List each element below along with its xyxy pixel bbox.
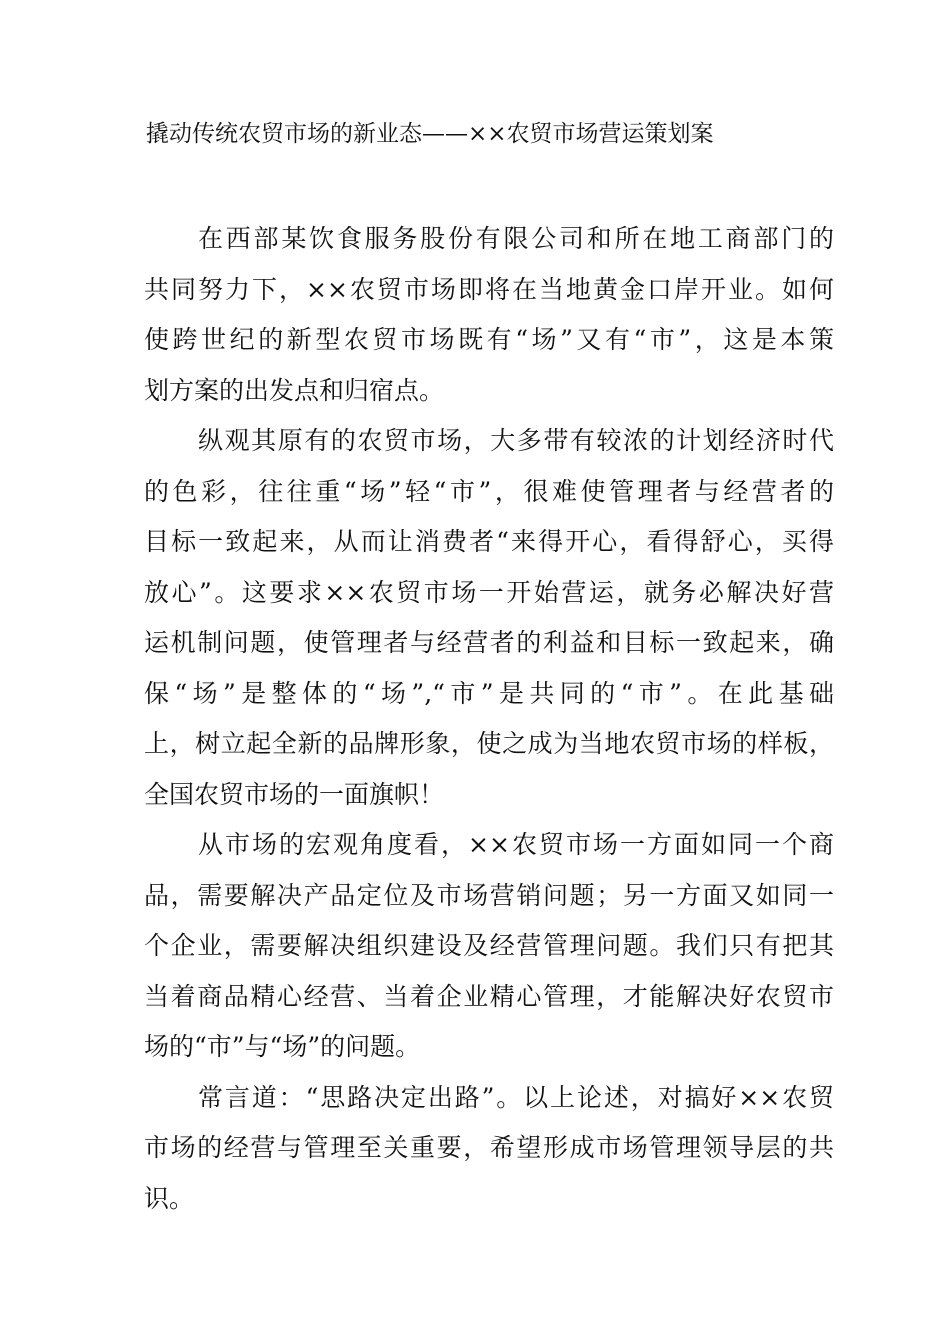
paragraph-3	[144, 820, 834, 1073]
document-body	[144, 214, 834, 1224]
paragraph-line: 纵观其原有的农贸市场，大多带有较浓的计划经济时代	[198, 426, 834, 455]
paragraph-line: 当着商品精心经营、当着企业精心管理，才能解决好农贸市	[144, 981, 834, 1011]
document-title: 撬动传统农贸市场的新业态——××农贸市场营运策划案	[146, 121, 714, 147]
paragraph-line: 运机制问题，使管理者与经营者的利益和目标一致起来，确	[144, 628, 834, 657]
paragraph-line: 从市场的宏观角度看，××农贸市场一方面如同一个商	[198, 830, 834, 859]
paragraph-line: 场的“市”与“场”的问题。	[144, 1032, 421, 1061]
paragraph-line: 在西部某饮食服务股份有限公司和所在地工商部门的	[198, 224, 834, 253]
paragraph-line: 全国农贸市场的一面旗帜！	[144, 779, 445, 809]
paragraph-line: 放心”。这要求××农贸市场一开始营运，就务必解决好营	[144, 577, 834, 607]
paragraph-line: 市场的经营与管理至关重要，希望形成市场管理领导层的共	[144, 1133, 834, 1162]
paragraph-line: 识。	[144, 1183, 195, 1213]
paragraph-line: 保“场”是整体的“场”,“市”是共同的“市”。在此基础	[144, 678, 834, 708]
paragraph-4	[144, 1073, 834, 1225]
paragraph-2	[144, 416, 834, 820]
paragraph-line: 上，树立起全新的品牌形象，使之成为当地农贸市场的样板，	[144, 729, 834, 758]
paragraph-1	[144, 214, 834, 416]
paragraph-line: 个企业，需要解决组织建设及经营管理问题。我们只有把其	[144, 931, 834, 960]
paragraph-line: 目标一致起来，从而让消费者“来得开心，看得舒心，买得	[144, 527, 834, 556]
paragraph-line: 使跨世纪的新型农贸市场既有“场”又有“市”，这是本策	[144, 325, 834, 354]
paragraph-line: 常言道：“思路决定出路”。以上论述，对搞好××农贸	[198, 1082, 834, 1112]
paragraph-line: 共同努力下，××农贸市场即将在当地黄金口岸开业。如何	[144, 274, 834, 304]
paragraph-line: 的色彩，往往重“场”轻“市”，很难使管理者与经营者的	[144, 476, 834, 506]
paragraph-line: 划方案的出发点和归宿点。	[144, 375, 445, 405]
paragraph-line: 品，需要解决产品定位及市场营销问题；另一方面又如同一	[144, 880, 834, 910]
